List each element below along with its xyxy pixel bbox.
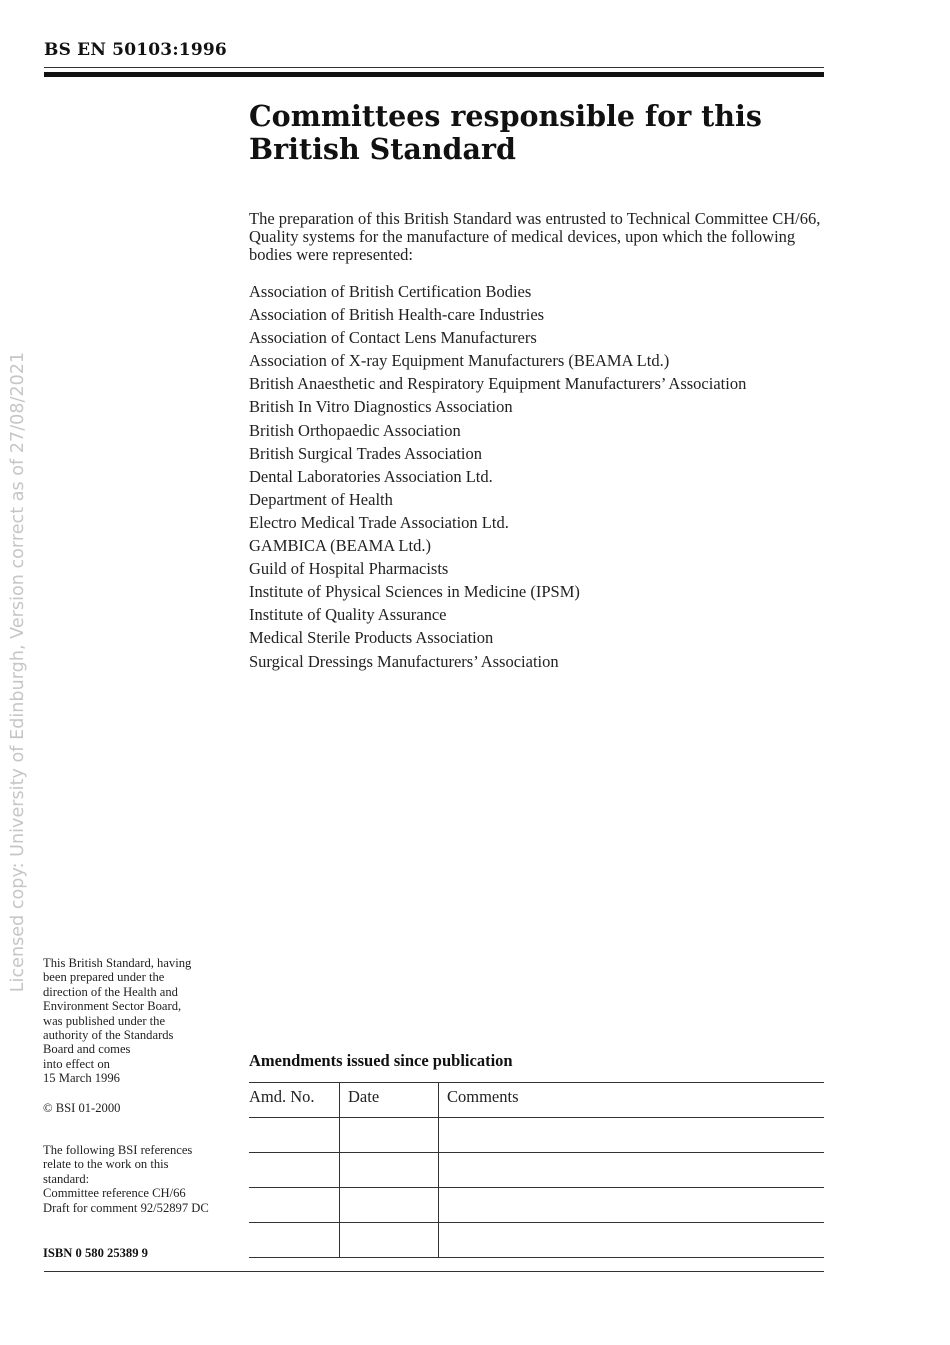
publication-note-line: This British Standard, having xyxy=(43,956,192,970)
publication-note xyxy=(43,956,191,1086)
publication-note-line: direction of the Health and xyxy=(43,984,178,999)
bsi-references-note xyxy=(43,1143,209,1215)
column-header-date: Date xyxy=(340,1083,439,1118)
table-row xyxy=(249,1223,824,1258)
table-cell xyxy=(439,1153,825,1188)
column-header-comments: Comments xyxy=(439,1083,825,1118)
bsi-references-line: The following BSI references xyxy=(43,1143,193,1157)
page-title-line-1: Committees responsible for this xyxy=(249,99,762,133)
bsi-references-line: standard: xyxy=(43,1171,90,1186)
list-item: Guild of Hospital Pharmacists xyxy=(249,559,449,579)
list-item: British Anaesthetic and Respiratory Equipment Manufacturers’ Association xyxy=(249,374,747,394)
represented-bodies-list xyxy=(249,280,829,673)
header-rule-thick xyxy=(44,72,824,77)
publication-note-line: Environment Sector Board, xyxy=(43,999,182,1014)
table-cell xyxy=(439,1188,825,1223)
table-cell xyxy=(249,1118,340,1153)
publication-note-line: been prepared under the xyxy=(43,970,165,985)
table-cell xyxy=(340,1188,439,1223)
document-code: BS EN 50103:1996 xyxy=(44,40,227,60)
amendments-title: Amendments issued since publication xyxy=(249,1051,513,1070)
list-item: Department of Health xyxy=(249,489,393,509)
list-item: Association of X-ray Equipment Manufacturers (BEAMA Ltd.) xyxy=(249,351,670,371)
header-rule-thin xyxy=(44,67,824,68)
table-cell xyxy=(439,1118,825,1153)
intro-paragraph: The preparation of this British Standard was entrusted to Technical Committee CH/66, Quality systems for the manufacture of medical devices, upon which the following bodies were represented: xyxy=(249,209,821,264)
publication-note-line: into effect on xyxy=(43,1056,110,1071)
list-item: British Orthopaedic Association xyxy=(249,420,461,440)
list-item: Association of British Health-care Industries xyxy=(249,305,545,325)
publication-note-line: 15 March 1996 xyxy=(43,1071,120,1086)
table-cell xyxy=(249,1188,340,1223)
bsi-references-line: Draft for comment 92/52897 DC xyxy=(43,1200,209,1215)
list-item: British In Vitro Diagnostics Association xyxy=(249,397,513,417)
publication-note-line: authority of the Standards xyxy=(43,1028,174,1043)
bsi-references-line: Committee reference CH/66 xyxy=(43,1186,186,1201)
list-item: Institute of Quality Assurance xyxy=(249,605,447,625)
table-cell xyxy=(340,1153,439,1188)
table-cell xyxy=(340,1223,439,1258)
list-item: Electro Medical Trade Association Ltd. xyxy=(249,512,509,532)
license-watermark-text: Licensed copy: University of Edinburgh, Version correct as of 27/08/2021 xyxy=(8,351,28,993)
list-item: Association of Contact Lens Manufacturers xyxy=(249,328,537,348)
footer-rule xyxy=(44,1271,824,1272)
publication-note-line: Board and comes xyxy=(43,1042,131,1057)
table-row xyxy=(249,1118,824,1153)
page-title-line-2: British Standard xyxy=(249,132,516,166)
list-item: GAMBICA (BEAMA Ltd.) xyxy=(249,536,431,556)
list-item: Dental Laboratories Association Ltd. xyxy=(249,466,493,486)
list-item: Medical Sterile Products Association xyxy=(249,628,494,648)
table-row xyxy=(249,1153,824,1188)
bsi-references-line: relate to the work on this xyxy=(43,1157,169,1172)
amendments-table xyxy=(249,1082,824,1258)
column-header-amd-no: Amd. No. xyxy=(249,1083,340,1118)
list-item: Association of British Certification Bodies xyxy=(249,282,532,301)
table-cell xyxy=(340,1118,439,1153)
list-item: Surgical Dressings Manufacturers’ Association xyxy=(249,651,559,671)
publication-note-line: was published under the xyxy=(43,1013,166,1028)
table-header-row xyxy=(249,1083,824,1118)
isbn: ISBN 0 580 25389 9 xyxy=(43,1246,148,1260)
list-item: Institute of Physical Sciences in Medicine (IPSM) xyxy=(249,582,580,602)
table-cell xyxy=(439,1223,825,1258)
copyright-note: © BSI 01-2000 xyxy=(43,1101,121,1115)
page-title xyxy=(249,100,809,166)
table-cell xyxy=(249,1223,340,1258)
table-row xyxy=(249,1188,824,1223)
list-item: British Surgical Trades Association xyxy=(249,443,482,463)
table-cell xyxy=(249,1153,340,1188)
